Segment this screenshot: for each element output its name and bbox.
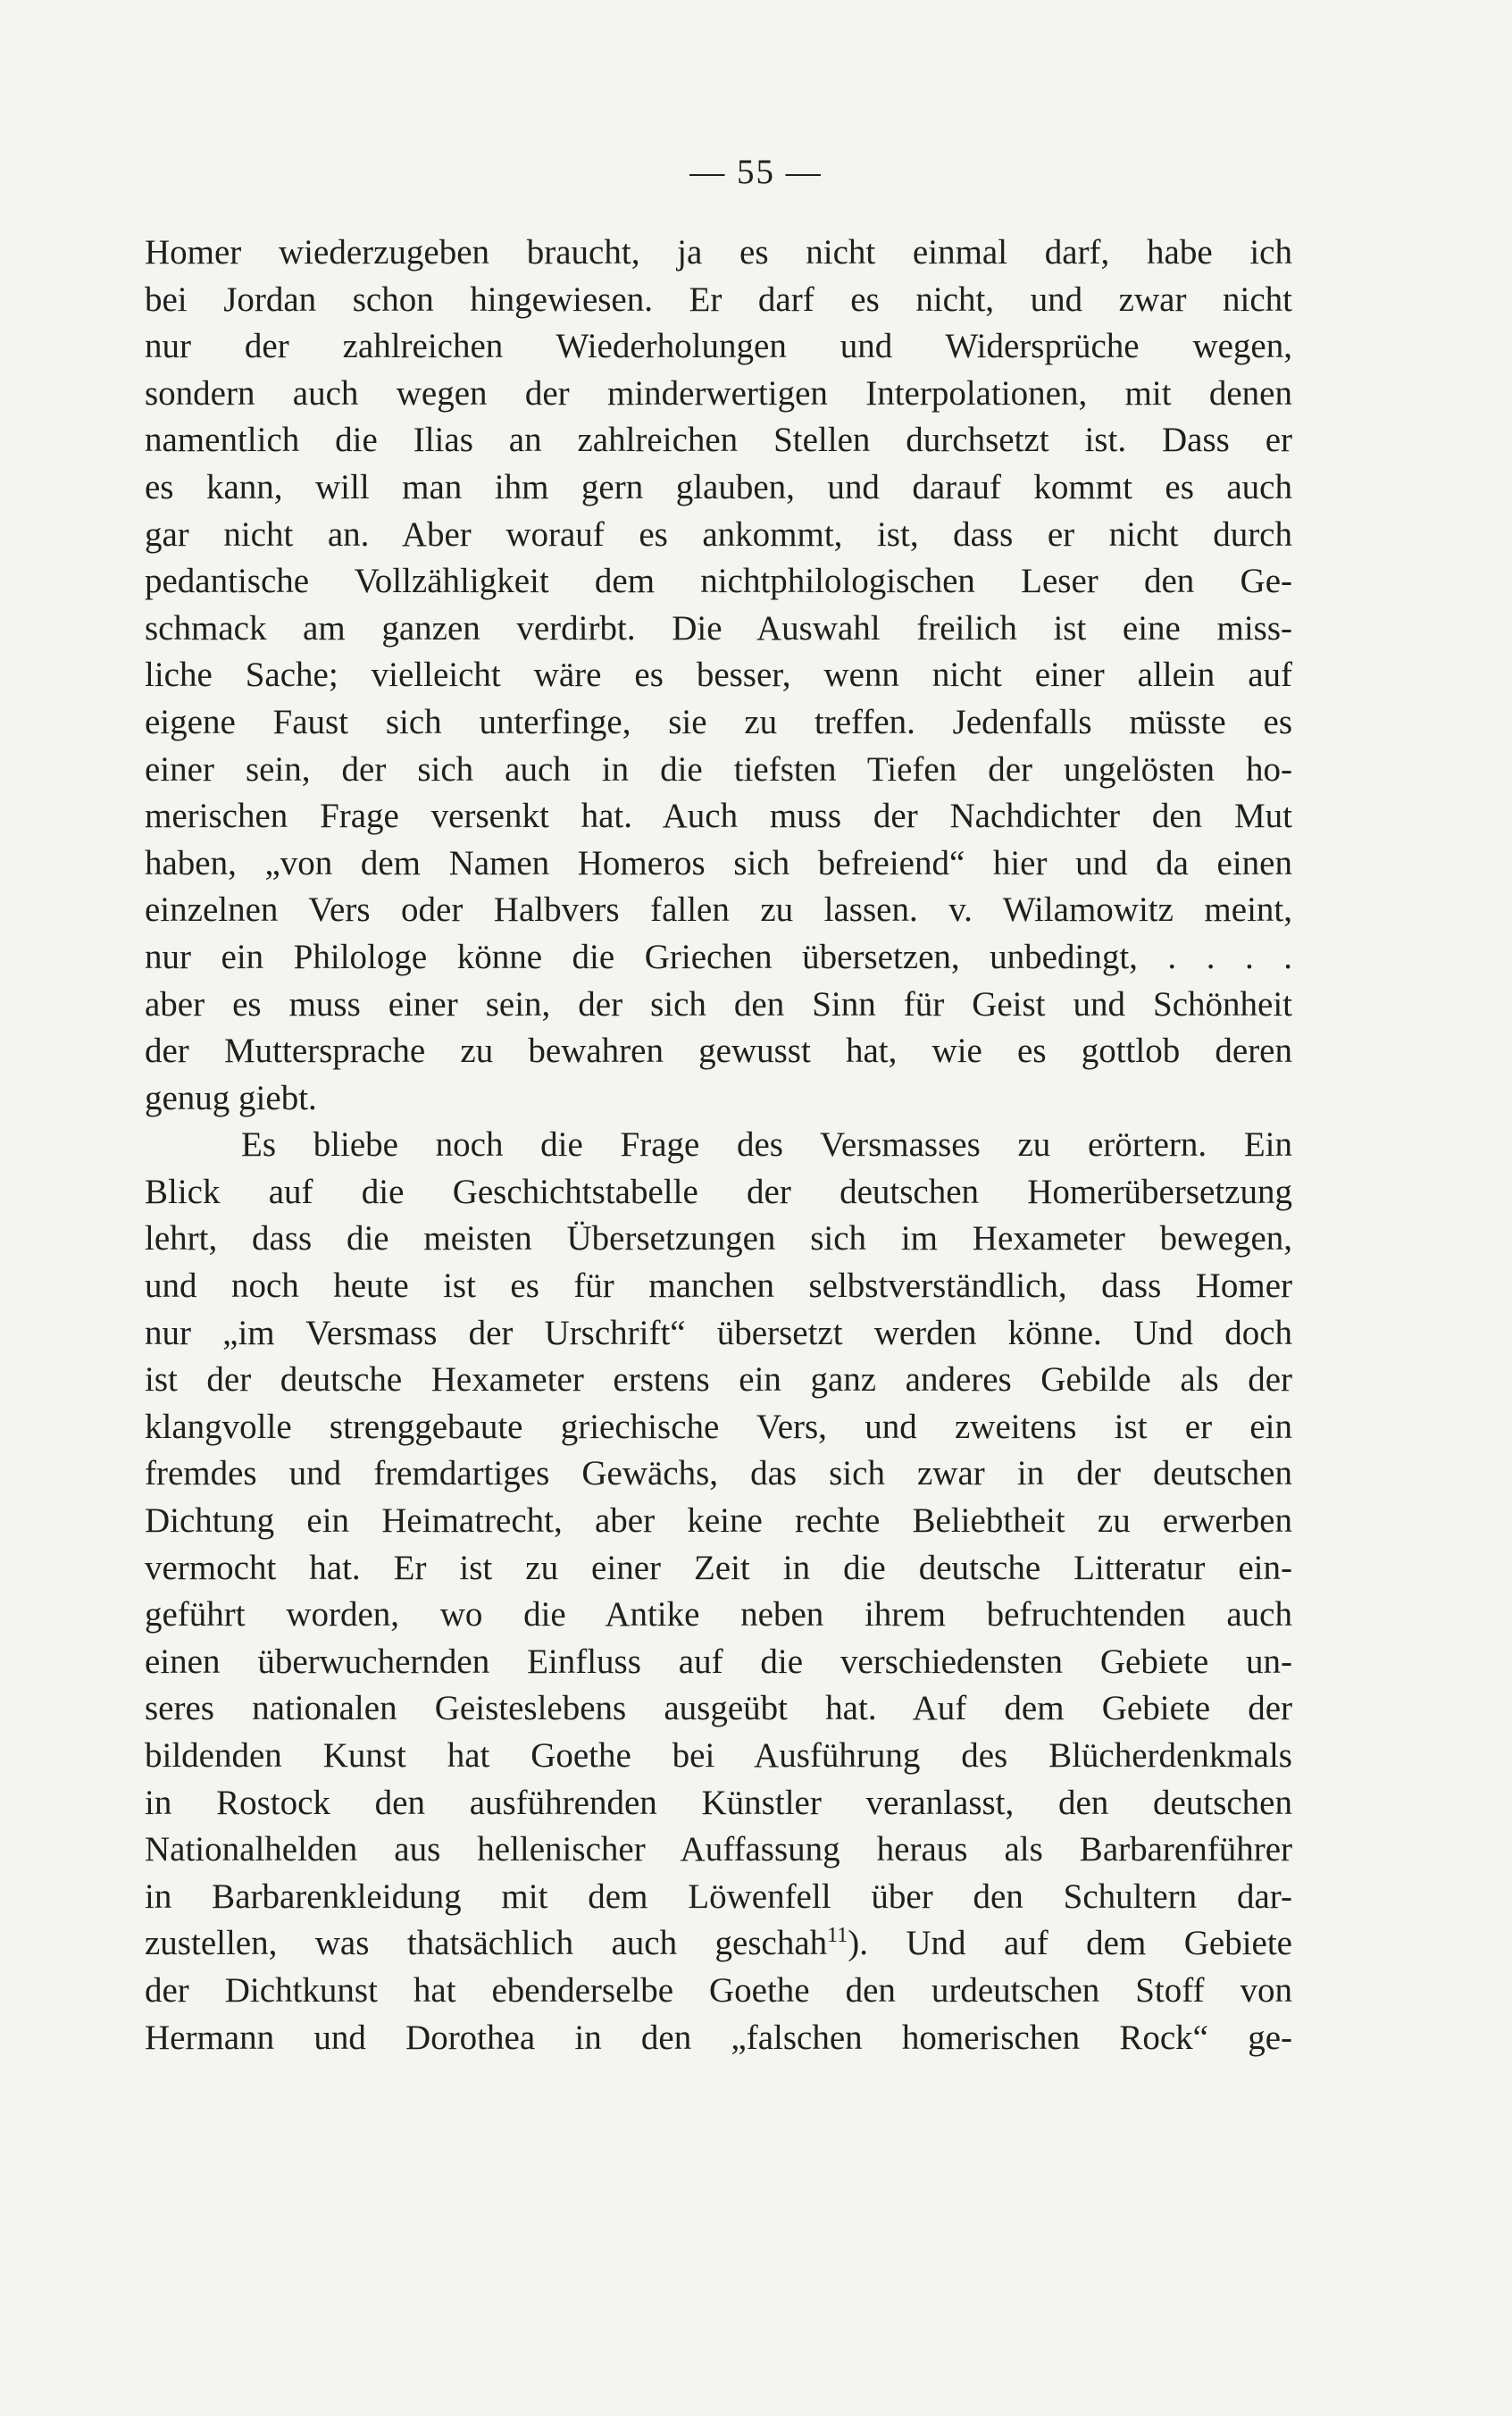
text-line: fremdes und fremdartiges Gewächs, das sich zwar in der deutschen [145,1454,1292,1493]
text-line: einer sein, der sich auch in die tiefsten Tiefen der ungelösten ho- [145,749,1292,789]
text-line: bildenden Kunst hat Goethe bei Ausführung des Blücherdenkmals [145,1736,1292,1775]
body-text [145,230,1292,2061]
text-line: und noch heute ist es für manchen selbstverständlich, dass Homer [145,1267,1292,1306]
text-line: seres nationalen Geisteslebens ausgeübt hat. Auf dem Gebiete der [145,1689,1292,1728]
text-line-start: zustellen, was thatsächlich auch geschah [145,1924,828,1963]
text-line: in Barbarenkleidung mit dem Löwenfell über den Schultern dar- [145,1877,1292,1916]
page-number: — 55 — [689,153,823,191]
text-line: Hermann und Dorothea in den „falschen homerischen Rock“ ge- [145,2018,1292,2057]
text-line: Dichtung ein Heimatrecht, aber keine rechte Beliebtheit zu erwerben [145,1501,1292,1541]
text-line: einzelnen Vers oder Halbvers fallen zu lassen. v. Wilamowitz meint, [145,890,1292,930]
text-line: nur ein Philologe könne die Griechen übersetzen, unbedingt, . . . . [145,937,1292,976]
text-line: gar nicht an. Aber worauf es ankommt, ist, dass er nicht durch [145,514,1292,554]
text-line: in Rostock den ausführenden Künstler veranlasst, den deutschen [145,1783,1292,1822]
text-line: sondern auch wegen der minderwertigen Interpolationen, mit denen [145,373,1292,413]
text-line: schmack am ganzen verdirbt. Die Auswahl freilich ist eine miss- [145,608,1292,648]
text-line: der Dichtkunst hat ebenderselbe Goethe den urdeutschen Stoff von [145,1970,1292,2010]
text-line: nur der zahlreichen Wiederholungen und Widersprüche wegen, [145,327,1292,366]
text-line: Nationalhelden aus hellenischer Auffassung heraus als Barbarenführer [145,1830,1292,1869]
text-line-with-footnote [145,1920,1292,1968]
text-line: lehrt, dass die meisten Übersetzungen sich im Hexameter bewegen, [145,1219,1292,1258]
text-line-end: ). Und auf dem Gebiete [848,1924,1292,1963]
text-line: nur „im Versmass der Urschrift“ übersetzt werden könne. Und doch [145,1313,1292,1352]
text-line: bei Jordan schon hingewiesen. Er darf es nicht, und zwar nicht [145,280,1292,319]
text-line: Es bliebe noch die Frage des Versmasses zu erörtern. Ein [241,1125,1292,1165]
text-line: ist der deutsche Hexameter erstens ein ganz anderes Gebilde als der [145,1360,1292,1400]
text-line: vermocht hat. Er ist zu einer Zeit in die deutsche Litteratur ein- [145,1548,1292,1587]
text-line: genug giebt. [145,1078,317,1117]
text-line: merischen Frage versenkt hat. Auch muss der Nachdichter den Mut [145,797,1292,836]
text-line: namentlich die Ilias an zahlreichen Stellen durchsetzt ist. Dass er [145,421,1292,460]
text-line: liche Sache; vielleicht wäre es besser, wenn nicht einer allein auf [145,656,1292,695]
text-line: einen überwuchernden Einfluss auf die verschiedensten Gebiete un- [145,1642,1292,1681]
text-line: Homer wiederzugeben braucht, ja es nicht einmal darf, habe ich [145,233,1292,272]
text-line: eigene Faust sich unterfinge, sie zu treffen. Jedenfalls müsste es [145,702,1292,741]
footnote-reference: 11 [827,1924,848,1948]
text-line: es kann, will man ihm gern glauben, und darauf kommt es auch [145,467,1292,506]
text-line: geführt worden, wo die Antike neben ihrem befruchtenden auch [145,1595,1292,1634]
text-line: aber es muss einer sein, der sich den Sinn für Geist und Schönheit [145,984,1292,1024]
text-line: klangvolle strenggebaute griechische Vers, und zweitens ist er ein [145,1407,1292,1446]
text-line: pedantische Vollzähligkeit dem nichtphilologischen Leser den Ge- [145,562,1292,601]
text-line: Blick auf die Geschichtstabelle der deutschen Homerübersetzung [145,1172,1292,1211]
text-line: der Muttersprache zu bewahren gewusst hat, wie es gottlob deren [145,1032,1292,1071]
text-line: haben, „von dem Namen Homeros sich befreiend“ hier und da einen [145,843,1292,882]
